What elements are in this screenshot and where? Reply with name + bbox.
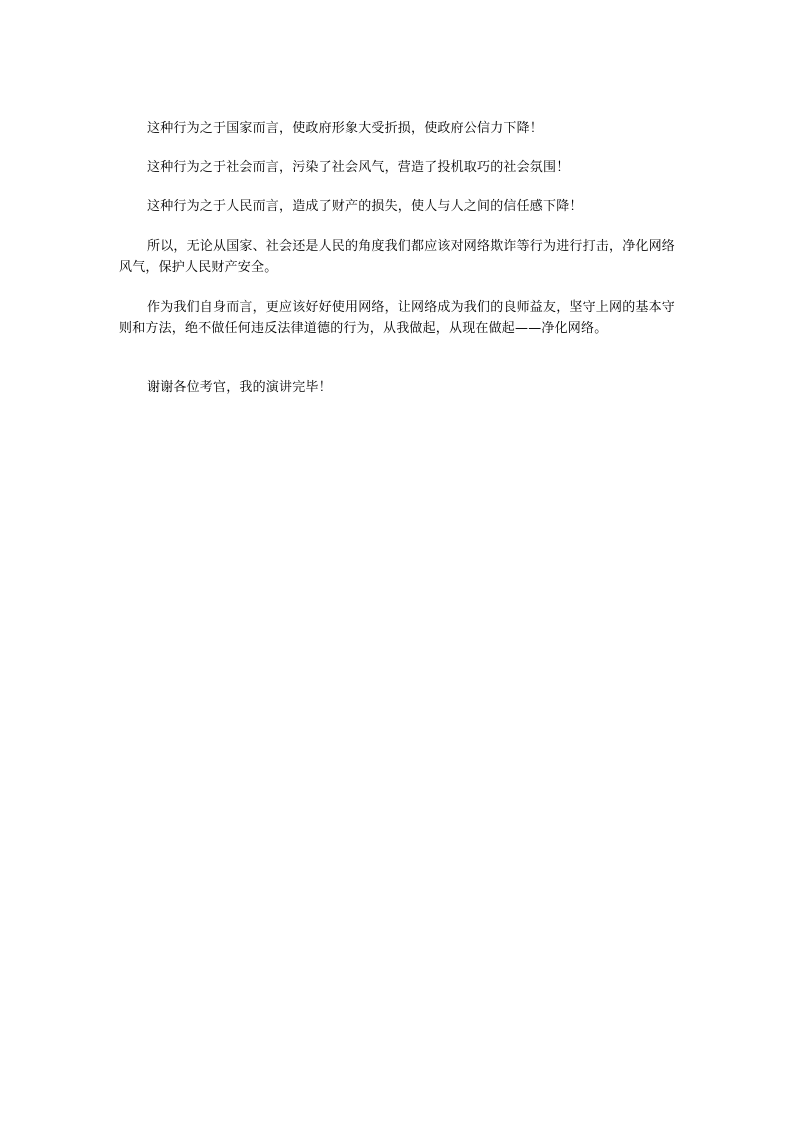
paragraph-2: 这种行为之于社会而言，污染了社会风气，营造了投机取巧的社会氛围！ bbox=[147, 160, 570, 175]
paragraph-4: 所以，无论从国家、社会还是人民的角度我们都应该对网络欺诈等行为进行打击，净化网络风气，保护人民财产安全。 bbox=[119, 239, 676, 275]
paragraph-5: 作为我们自身而言，更应该好好使用网络，让网络成为我们的良师益友，坚守上网的基本守则和方法，绝不做任何违反法律道德的行为，从我做起，从现在做起——净化网络。 bbox=[119, 300, 676, 336]
closing-paragraph: 谢谢各位考官，我的演讲完毕！ bbox=[147, 380, 332, 395]
document-body bbox=[119, 118, 675, 398]
paragraph-3: 这种行为之于人民而言，造成了财产的损失，使人与人之间的信任感下降！ bbox=[147, 199, 583, 214]
paragraph-1: 这种行为之于国家而言，使政府形象大受折损，使政府公信力下降！ bbox=[147, 121, 544, 136]
